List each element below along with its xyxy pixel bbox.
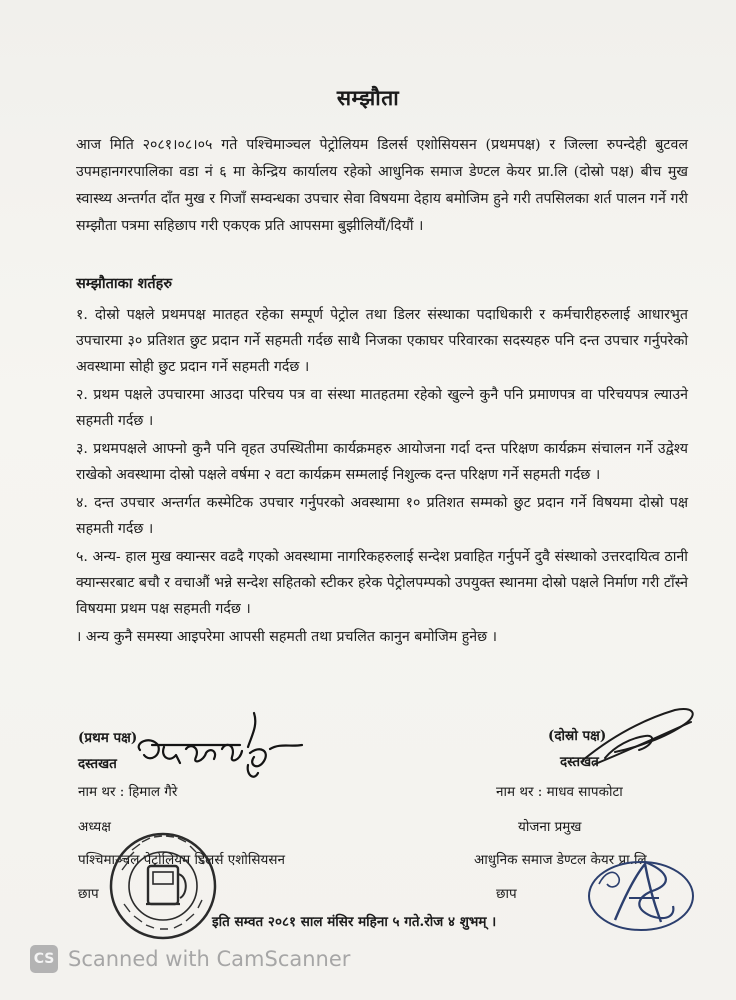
second-party-stamp-icon (585, 856, 700, 936)
terms-list (76, 302, 688, 652)
first-party-signature-label: दस्तखत (78, 756, 117, 772)
intro-paragraph: आज मिति २०८१।०८।०५ गते पश्चिमाञ्चल पेट्रोलियम डिलर्स एशोसियसन (प्रथमपक्ष) र जिल्ला रुपन्देही बुटवल उपमहानगरपालिका वडा नं ६ मा केन्द्रिय कार्यालय रहेको आधुनिक समाज डेण्टल केयर प्रा.लि (दोस्रो पक्ष) बीच मुख स्वास्थ्य अन्तर्गत दाँत मुख र गिजाँ सम्वन्धका उपचार सेवा विषयमा देहाय बमोजिम हुने गरी तपसिलका शर्त पालन गर्ने गरी सम्झौता पत्रमा सहिछाप गरी एकएक प्रति आपसमा बुझीलियौं/दियौं । (76, 137, 688, 234)
second-party-seal-label: छाप (496, 886, 517, 902)
second-party-name: नाम थर : माधव सापकोटा (496, 784, 623, 800)
term-item: २. प्रथम पक्षले उपचारमा आउदा परिचय पत्र वा संस्था मातहतमा रहेको खुल्ने कुनै पनि प्रमाणपत्र वा परिचयपत्र ल्याउने सहमती गर्दछ । (76, 387, 688, 429)
document-title: सम्झौता (336, 85, 400, 110)
first-party-label: (प्रथम पक्ष) (78, 730, 138, 746)
first-party-stamp-icon (108, 830, 218, 942)
date-line: इति सम्वत २०८१ साल मंसिर महिना ५ गते.रोज ४ शुभम् । (212, 914, 497, 930)
term-item: ३. प्रथमपक्षले आफ्नो कुनै पनि वृहत उपस्थितीमा कार्यक्रमहरु आयोजना गर्दा दन्त परिक्षण कार्यक्रम संचालन गर्ने उद्वेश्य राखेको अवस्थामा दोस्रो पक्षले वर्षमा २ वटा कार्यक्रम सम्मलाई निशुल्क दन्त परिक्षण गर्ने सहमती गर्दछ । (76, 441, 688, 483)
first-party-signature-icon (130, 705, 310, 800)
second-party-label: (दोस्रो पक्ष) (548, 728, 607, 744)
camscanner-label: Scanned with CamScanner (68, 947, 351, 971)
term-item: ५. अन्य- हाल मुख क्यान्सर वढदै गएको अवस्थामा नागरिकहरुलाई सन्देश प्रवाहित गर्नुपर्ने दुवै संस्थाको उत्तरदायित्व ठानी क्यान्सरबाट बचौ र वचाऔं भन्ने सन्देश सहितको स्टीकर हरेक पेट्रोलपम्पको उपयुक्त स्थानमा दोस्रो पक्षले निर्माण गरी टाँस्ने विषयमा प्रथम पक्ष सहमती गर्दछ । (76, 549, 688, 617)
first-party-name: नाम थर : हिमाल गैरे (78, 784, 178, 800)
second-party-signature-icon (575, 702, 705, 772)
term-item: । अन्य कुनै समस्या आइपरेमा आपसी सहमती तथा प्रचलित कानुन बमोजिम हुनेछ । (76, 629, 497, 645)
second-party-position: योजना प्रमुख (518, 819, 582, 835)
first-party-seal-label: छाप (78, 886, 99, 902)
second-party-signature-label: दस्तखत (560, 754, 599, 770)
camscanner-logo-icon: CS (30, 945, 58, 973)
first-party-organization: पश्चिमाञ्चल पेट्रोलियम डिलर्स एशोसियसन (78, 852, 285, 868)
term-item: १. दोस्रो पक्षले प्रथमपक्ष मातहत रहेका सम्पूर्ण पेट्रोल तथा डिलर संस्थाका पदाधिकारी र कर्मचारीहरुलाई आधारभुत उपचारमा ३० प्रतिशत छुट प्रदान गर्ने सहमती गर्दछ साथै निजका एकाघर परिवारका सदस्यहरु पनि दन्त उपचार गर्नुपरेको अवस्थामा सोही छुट प्रदान गर्ने सहमती गर्दछ । (76, 307, 688, 375)
camscanner-watermark (30, 944, 350, 974)
second-party-organization: आधुनिक समाज डेण्टल केयर प्रा.लि (474, 852, 647, 868)
term-item: ४. दन्त उपचार अन्तर्गत कस्मेटिक उपचार गर्नुपरको अवस्थामा १० प्रतिशत सम्मको छुट प्रदान गर्ने विषयमा दोस्रो पक्ष सहमती गर्दछ । (76, 495, 688, 537)
first-party-position: अध्यक्ष (78, 819, 111, 835)
terms-heading: सम्झौताका शर्तहरु (76, 275, 173, 292)
